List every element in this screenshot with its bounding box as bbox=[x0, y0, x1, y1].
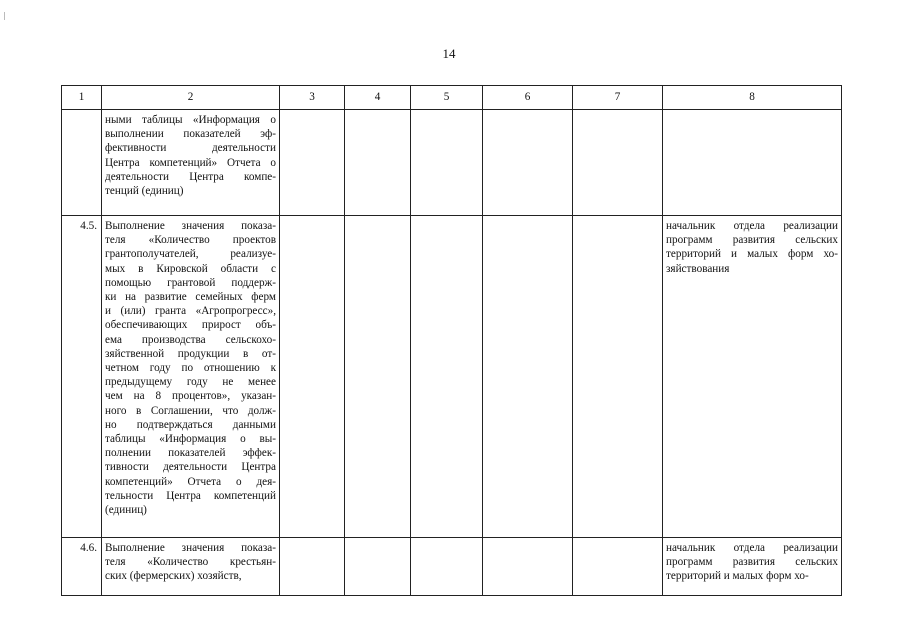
empty-cell bbox=[411, 216, 483, 538]
text-line: обеспечивающих прирост объ- bbox=[105, 319, 276, 332]
table-row bbox=[62, 216, 842, 538]
text-line: тивности деятельности Центра bbox=[105, 461, 276, 474]
column-header-3: 3 bbox=[280, 86, 345, 110]
text-line: но подтверждаться данными bbox=[105, 418, 276, 431]
row-description bbox=[102, 538, 280, 596]
empty-cell bbox=[345, 216, 411, 538]
column-header-5: 5 bbox=[411, 86, 483, 110]
empty-cell bbox=[345, 538, 411, 596]
column-header-1: 1 bbox=[62, 86, 102, 110]
text-line: помощью грантовой поддерж- bbox=[105, 276, 276, 289]
empty-cell bbox=[483, 110, 573, 216]
text-line: зяйственной продукции в от- bbox=[105, 347, 276, 360]
empty-cell bbox=[280, 110, 345, 216]
text-line: начальник отдела реализации bbox=[666, 542, 838, 554]
column-header-7: 7 bbox=[573, 86, 663, 110]
text-line: ских (фермерских) хозяйств, bbox=[105, 570, 242, 583]
text-line: Выполнение значения показа- bbox=[105, 220, 276, 232]
text-line: деятельности Центра компе- bbox=[105, 170, 276, 183]
text-line: чем на 8 процентов», указан- bbox=[105, 390, 276, 403]
text-line: территорий и малых форм хо- bbox=[666, 570, 809, 583]
table-row bbox=[62, 538, 842, 596]
row-responsible bbox=[663, 538, 842, 596]
empty-cell bbox=[483, 538, 573, 596]
empty-cell bbox=[345, 110, 411, 216]
text-line: ема производства сельскохо- bbox=[105, 333, 276, 346]
column-header-4: 4 bbox=[345, 86, 411, 110]
text-line: программ развития сельских bbox=[666, 556, 838, 569]
text-line: ными таблицы «Информация о bbox=[105, 114, 276, 126]
text-line: компетенций» Отчета о дея- bbox=[105, 475, 276, 488]
empty-cell bbox=[411, 538, 483, 596]
report-table bbox=[61, 85, 842, 596]
empty-cell bbox=[573, 216, 663, 538]
text-line: зяйствования bbox=[666, 262, 730, 275]
empty-cell bbox=[573, 110, 663, 216]
text-line: мых в Кировской области с bbox=[105, 262, 276, 275]
text-line: таблицы «Информация о вы- bbox=[105, 433, 276, 446]
column-header-8: 8 bbox=[663, 86, 842, 110]
row-description bbox=[102, 110, 280, 216]
text-line: тельности Центра компетенций bbox=[105, 489, 276, 502]
row-responsible bbox=[663, 216, 842, 538]
text-line: начальник отдела реализации bbox=[666, 220, 838, 232]
text-line: четном году по отношению к bbox=[105, 362, 276, 375]
text-line: территорий и малых форм хо- bbox=[666, 248, 838, 261]
empty-cell bbox=[483, 216, 573, 538]
text-line: полнении показателей эффек- bbox=[105, 447, 276, 460]
text-line: (единиц) bbox=[105, 504, 147, 517]
text-line: Выполнение значения показа- bbox=[105, 542, 276, 554]
row-number: 4.5. bbox=[62, 216, 102, 538]
empty-cell bbox=[280, 216, 345, 538]
text-line: фективности деятельности bbox=[105, 142, 276, 155]
text-line: ки на развитие семейных ферм bbox=[105, 291, 276, 304]
empty-cell bbox=[411, 110, 483, 216]
row-number bbox=[62, 110, 102, 216]
text-line: Центра компетенций» Отчета о bbox=[105, 156, 276, 169]
row-responsible bbox=[663, 110, 842, 216]
table-row bbox=[62, 110, 842, 216]
column-header-6: 6 bbox=[483, 86, 573, 110]
text-line: тенций (единиц) bbox=[105, 185, 184, 198]
scan-edge-mark bbox=[4, 12, 5, 20]
text-line: программ развития сельских bbox=[666, 234, 838, 247]
text-line: и (или) гранта «Агропрогресс», bbox=[105, 305, 276, 318]
page-number: 14 bbox=[442, 46, 456, 61]
table-header-row bbox=[62, 86, 842, 110]
row-description bbox=[102, 216, 280, 538]
row-number: 4.6. bbox=[62, 538, 102, 596]
text-line: теля «Количество проектов bbox=[105, 234, 276, 247]
text-line: ного в Соглашении, что долж- bbox=[105, 404, 276, 417]
empty-cell bbox=[280, 538, 345, 596]
text-line: выполнении показателей эф- bbox=[105, 128, 276, 141]
text-line: теля «Количество крестьян- bbox=[105, 556, 276, 569]
text-line: грантополучателей, реализуе- bbox=[105, 248, 276, 261]
text-line: предыдущему году не менее bbox=[105, 376, 276, 389]
column-header-2: 2 bbox=[102, 86, 280, 110]
empty-cell bbox=[573, 538, 663, 596]
